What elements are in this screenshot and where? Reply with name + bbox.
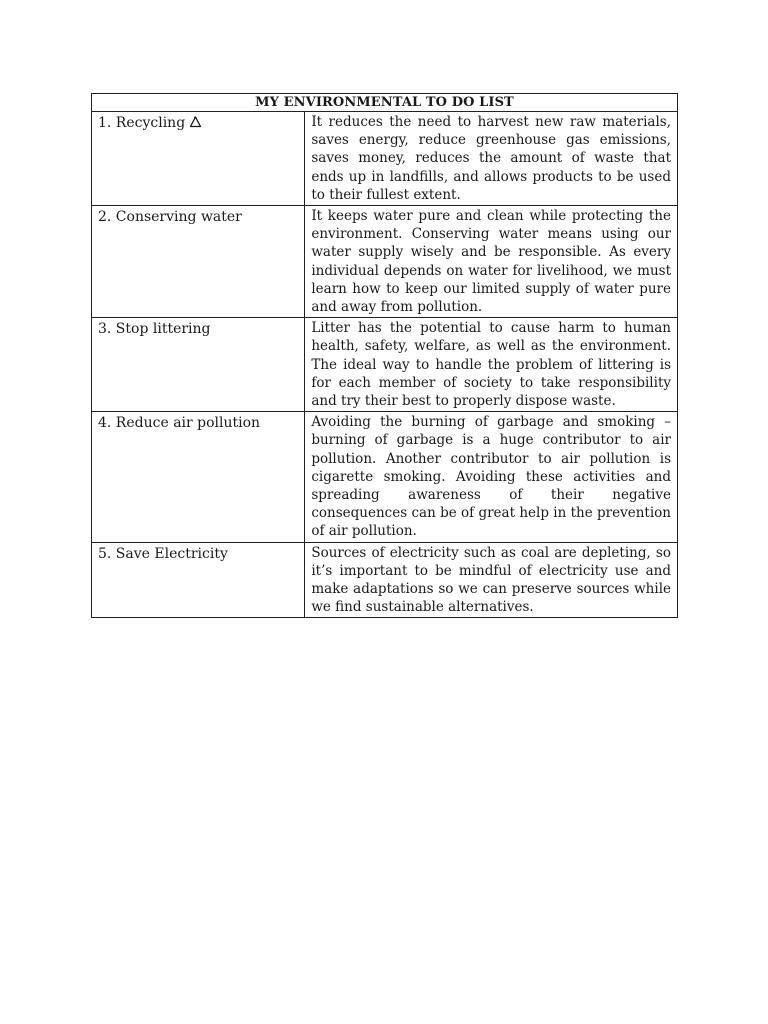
item-description: It reduces the need to harvest new raw materials, saves energy, reduce greenhouse gas emissions, saves money, reduces the amount of waste that ends up in landfills, and allows products to be used to their fullest extent. [305,112,678,206]
table-title: MY ENVIRONMENTAL TO DO LIST [92,94,678,112]
item-description: Litter has the potential to cause harm to human health, safety, welfare, as well as the environment. The ideal way to handle the problem of littering is for each member of society to take responsibility and try their best to properly dispose waste. [305,318,678,412]
table-row [92,318,678,412]
item-label: 3. Stop littering [98,321,211,338]
table-row [92,412,678,542]
table-row [92,542,678,618]
table-row [92,206,678,318]
table-header-row [92,94,678,112]
item-label-cell [92,318,305,412]
item-description: Sources of electricity such as coal are depleting, so it’s important to be mindful of electricity use and make adaptations so we can preserve sources while we find sustainable alternatives. [305,542,678,618]
item-label-cell [92,542,305,618]
item-label-cell [92,206,305,318]
environmental-todo-table [91,93,678,618]
item-description: It keeps water pure and clean while protecting the environment. Conserving water means using our water supply wisely and be responsible. As every individual depends on water for livelihood, we must learn how to keep our limited supply of water pure and away from pollution. [305,206,678,318]
item-label-cell [92,112,305,206]
table-row [92,112,678,206]
item-label: 5. Save Electricity [98,545,228,562]
recycle-icon [189,115,202,133]
item-label: 1. Recycling [98,115,186,131]
item-description: Avoiding the burning of garbage and smoking – burning of garbage is a huge contributor to air pollution. Another contributor to air pollution is cigarette smoking. Avoiding these activities and spreading awareness of their negative consequences can be of great help in the prevention of air pollution. [305,412,678,542]
item-label: 2. Conserving water [98,209,242,226]
item-label-cell [92,412,305,542]
item-label: 4. Reduce air pollution [98,415,261,432]
